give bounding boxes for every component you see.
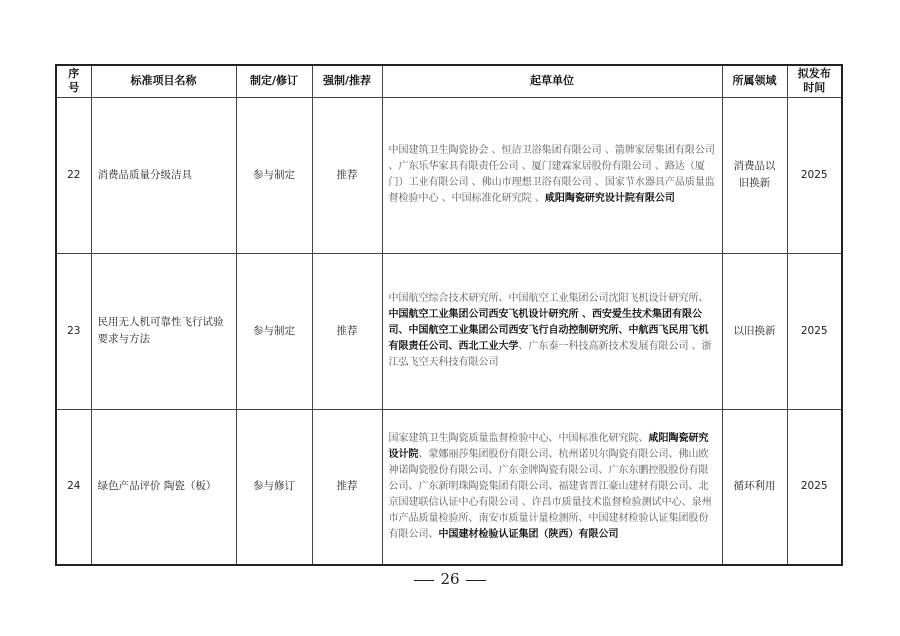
table-row [56,253,842,409]
row-nature: 推荐 [312,97,382,253]
row-field: 以旧换新 [722,253,787,409]
row-seq: 24 [56,409,91,565]
row-type: 参与制定 [236,97,312,253]
row-seq: 23 [56,253,91,409]
row-field: 循环利用 [722,409,787,565]
drafting-units-highlight: 咸阳陶瓷研究设计院有限公司 [544,193,675,204]
header-field: 所属领域 [722,65,787,97]
drafting-units-highlight: 中国建材检验认证集团（陕西）有限公司 [438,528,619,540]
row-units [382,253,722,409]
header-row [56,65,842,97]
row-name: 消费品质量分级洁具 [91,97,236,253]
page-number: 26 [440,570,460,588]
drafting-units-highlight: 咸阳陶瓷研究设计院 [388,432,709,460]
row-nature: 推荐 [312,409,382,565]
row-field: 消费品以旧换新 [722,97,787,253]
row-units [382,97,722,253]
drafting-units-text: 中国建筑卫生陶瓷协会 、恒洁卫浴集团有限公司 、箭牌家居集团有限公司 、广东乐华家具有限责任公司 、厦门建霖家居股份有限公司 、路达（厦门）工业有限公司 、佛山市理想卫浴有限公司 、国家节水器具产品质量监督检验中心 、中国标准化研究院 、 [388,145,715,204]
row-year: 2025 [787,97,842,253]
header-units: 起草单位 [382,65,722,97]
header-type: 制定/修订 [236,65,312,97]
header-year: 拟发布时间 [787,65,842,97]
row-year: 2025 [787,253,842,409]
row-seq: 22 [56,97,91,253]
row-name: 民用无人机可靠性飞行试验要求与方法 [91,253,236,409]
header-name: 标准项目名称 [91,65,236,97]
page-footer [0,570,900,588]
drafting-units-text: 国家建筑卫生陶瓷质量监督检验中心、中国标准化研究院、 [388,432,649,444]
header-seq: 序号 [56,65,91,97]
drafting-units-text: 、蒙娜丽莎集团股份有限公司、杭州诺贝尔陶瓷有限公司、佛山欧神诺陶瓷股份有限公司、广东金牌陶瓷有限公司、广东东鹏控股股份有限公司、广东新明珠陶瓷集团有限公司、福建省晋江豪山建材有限公司、北京国建联信认证中心有限公司 、许昌市质量技术监督检验测试中心、泉州市产品质量检验所、南安市质量计量检测所、中国建材检验认证集团股份有限公司、 [388,448,712,540]
row-type: 参与修订 [236,409,312,565]
row-nature: 推荐 [312,253,382,409]
row-name: 绿色产品评价 陶瓷（板） [91,409,236,565]
footer-dash-left [414,580,434,581]
drafting-units-text: 、广东泰一科技高新技术发展有限公司 、浙江弘飞空天科技有限公司 [388,341,712,368]
row-units [382,409,722,565]
row-type: 参与制定 [236,253,312,409]
footer-dash-right [466,580,486,581]
row-year: 2025 [787,409,842,565]
table-row [56,409,842,565]
drafting-units-text: 中国航空综合技术研究所、中国航空工业集团公司沈阳飞机设计研究所、 [388,293,709,304]
header-nature: 强制/推荐 [312,65,382,97]
table-row [56,97,842,253]
standards-table [55,64,843,566]
drafting-units-highlight: 中国航空工业集团公司西安飞机设计研究所 、西安爱生技术集团有限公司、中国航空工业集团公司西安飞行自动控制研究所、中航西飞民用飞机有限责任公司、西北工业大学 [388,309,709,352]
